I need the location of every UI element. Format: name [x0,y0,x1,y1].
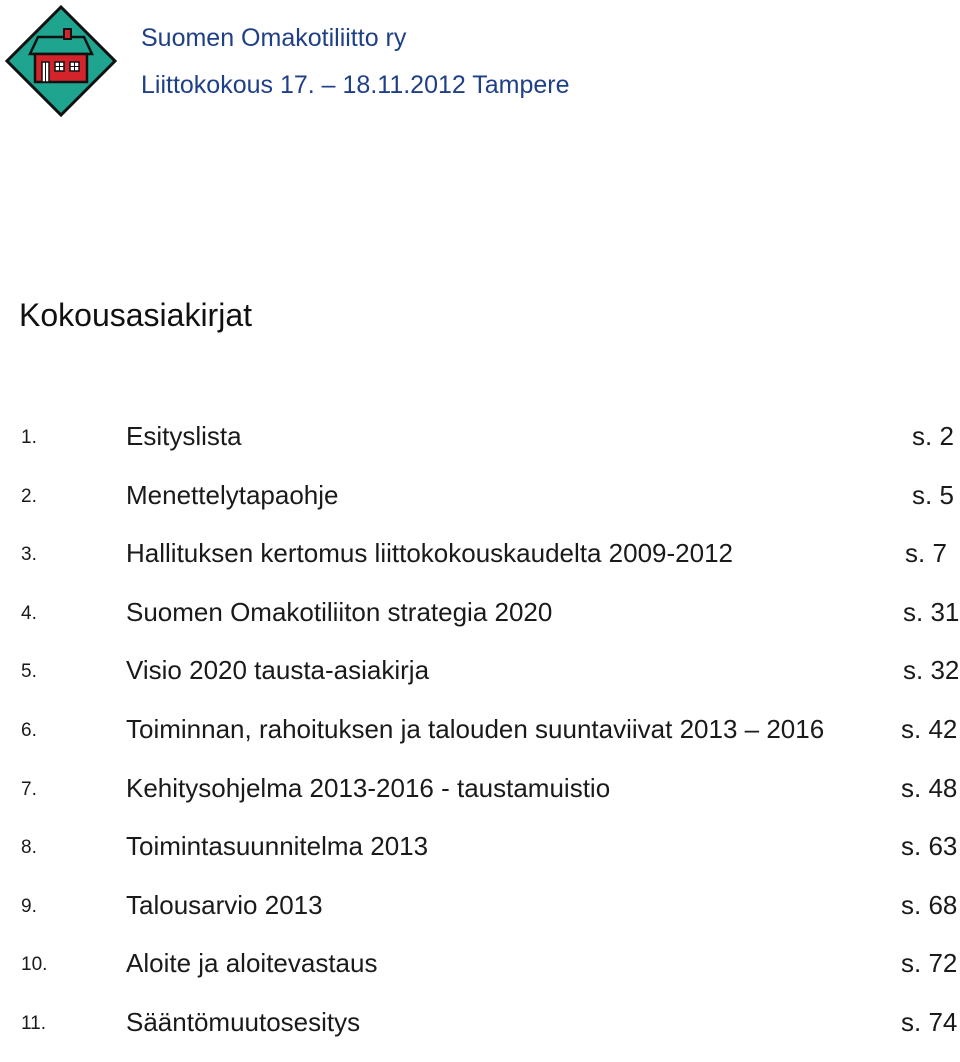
toc-item[interactable] [0,944,960,1003]
toc-item-number: 2. [21,485,37,507]
toc-item-title: Talousarvio 2013 [126,889,323,920]
toc-item-title: Menettelytapaohje [126,479,339,510]
toc-item-title: Suomen Omakotiliiton strategia 2020 [126,596,553,627]
toc-item[interactable] [0,593,960,652]
toc-item-title: Hallituksen kertomus liittokokouskaudelta 2009-2012 [126,538,734,569]
toc-item-page: s. 63 [901,831,958,862]
house-logo-icon [4,4,118,118]
page-title: Kokousasiakirjat [19,297,252,333]
toc-item-number: 7. [21,778,37,800]
toc-item[interactable] [0,1003,960,1062]
toc-item-number: 10. [21,954,48,976]
toc-item[interactable] [0,886,960,945]
toc-item[interactable] [0,769,960,828]
toc-item[interactable] [0,710,960,769]
toc-item[interactable] [0,534,960,593]
org-header [141,22,570,101]
toc-item-page: s. 68 [901,889,958,920]
toc-item-number: 1. [21,427,37,448]
toc-item-title: Toimintasuunnitelma 2013 [126,831,429,862]
toc-item-page: s. 32 [903,655,960,686]
toc-item-page: s. 7 [905,538,947,569]
toc-item[interactable] [0,651,960,710]
toc-item[interactable] [0,476,960,535]
toc-item-title: Esityslista [126,421,242,451]
toc-item-title: Toiminnan, rahoituksen ja talouden suuntaviivat 2013 – 2016 [126,713,825,744]
toc-item-number: 3. [21,544,37,566]
toc-item-page: s. 31 [903,596,960,627]
toc-item[interactable] [0,827,960,886]
toc-item-page: s. 72 [901,948,958,979]
toc-item-title: Aloite ja aloitevastaus [126,948,378,979]
toc-item-number: 5. [21,661,37,683]
toc-item-title: Kehitysohjelma 2013-2016 - taustamuistio [126,772,611,803]
toc-item-number: 6. [21,719,37,741]
toc-item-page: s. 74 [901,1006,958,1037]
organization-name: Suomen Omakotiliitto ry [141,24,407,52]
toc-item-page: s. 5 [912,479,954,510]
toc-item-title: Visio 2020 tausta-asiakirja [126,655,430,686]
toc-item-title: Sääntömuutosesitys [126,1006,361,1037]
toc-item-number: 9. [21,895,37,917]
toc-item-number: 11. [21,1012,47,1034]
toc-item[interactable] [0,417,960,476]
table-of-contents [0,417,960,1062]
event-info: Liittokokous 17. – 18.11.2012 Tampere [141,71,570,99]
toc-item-number: 8. [21,837,37,859]
toc-item-number: 4. [21,602,37,624]
toc-item-page: s. 48 [901,772,958,803]
toc-item-page: s. 42 [901,713,958,744]
toc-item-page: s. 2 [912,421,954,451]
